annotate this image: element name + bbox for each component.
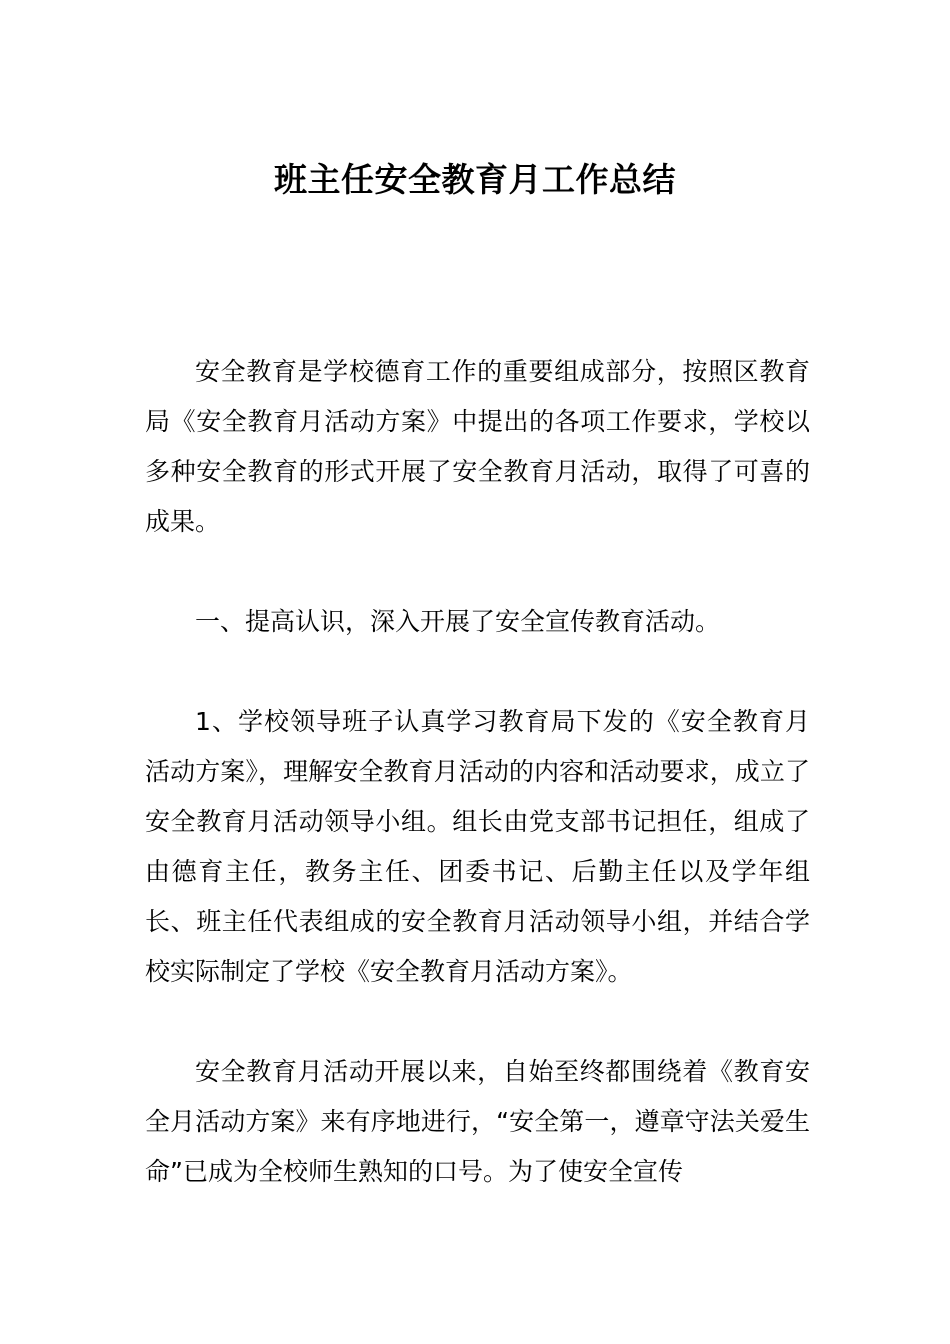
paragraph-intro: 安全教育是学校德育工作的重要组成部分，按照区教育局《安全教育月活动方案》中提出的各项工作要求，学校以多种安全教育的形式开展了安全教育月活动，取得了可喜的成果。 [145,357,810,536]
paragraph-item-1: 1、学校领导班子认真学习教育局下发的《安全教育月活动方案》，理解安全教育月活动的内容和活动要求，成立了安全教育月活动领导小组。组长由党支部书记担任，组成了由德育主任，教务主任、团委书记、后勤主任以及学年组长、班主任代表组成的安全教育月活动领导小组，并结合学校实际制定了学校《安全教育月活动方案》。 [145,707,810,986]
paragraph-activity: 安全教育月活动开展以来，自始至终都围绕着《教育安全月活动方案》来有序地进行，“安全第一，遵章守法关爱生命”已成为全校师生熟知的口号。为了使安全宣传 [145,1057,810,1186]
section-heading-1: 一、提高认识，深入开展了安全宣传教育活动。 [195,607,721,636]
document-title: 班主任安全教育月工作总结 [274,160,676,199]
document-body [145,347,810,1197]
